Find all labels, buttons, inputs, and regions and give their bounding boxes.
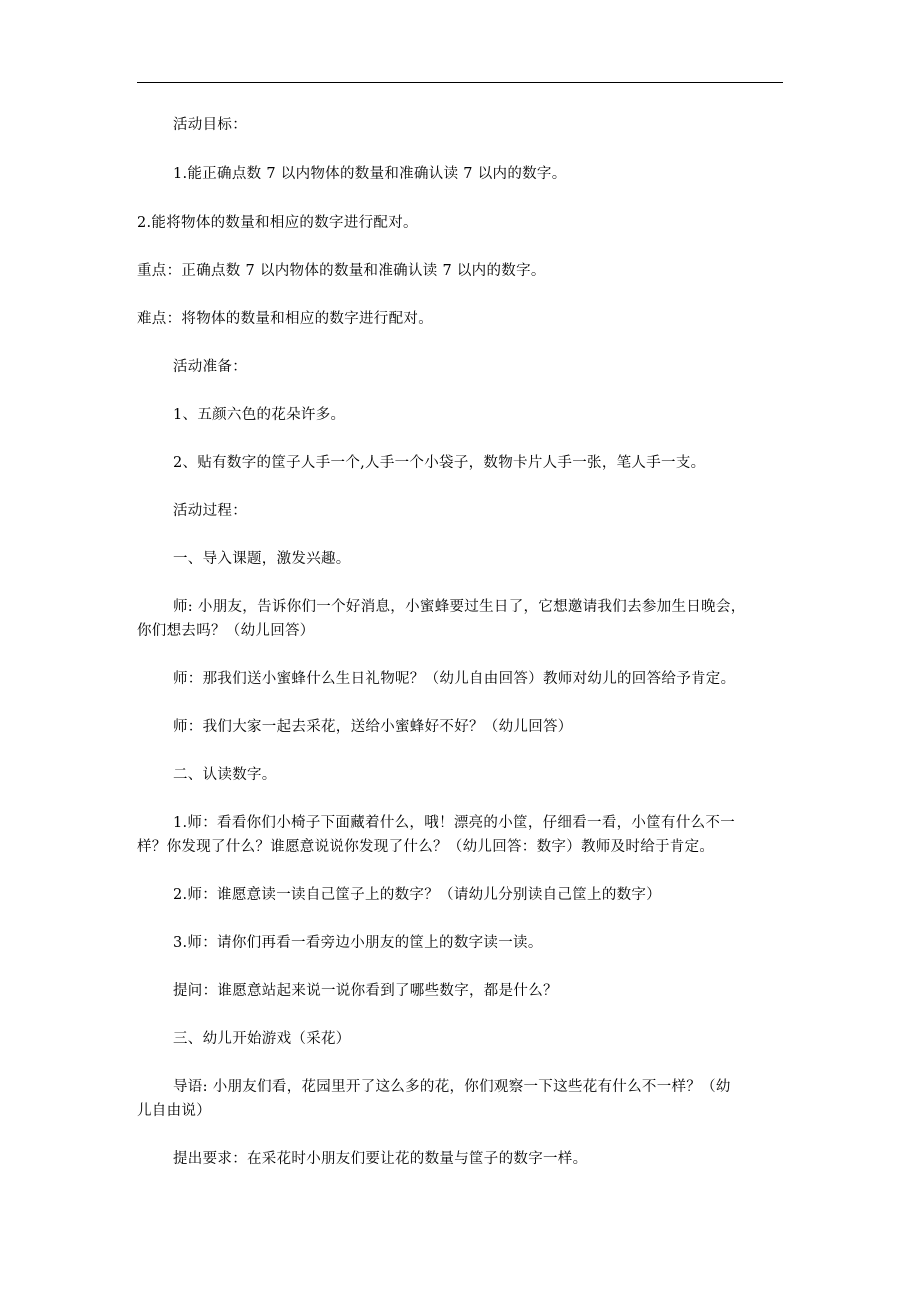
step-heading-2: 二、认读数字。	[173, 767, 277, 783]
key-point: 重点：正确点数 7 以内物体的数量和准确认读 7 以内的数字。	[137, 263, 546, 279]
section-heading-goals: 活动目标：	[173, 117, 247, 133]
step-heading-3: 三、幼儿开始游戏（采花）	[173, 1031, 351, 1047]
paragraph-line: 3.师：请你们再看一看旁边小朋友的筐上的数字读一读。	[173, 935, 543, 951]
goal-item-2: 2.能将物体的数量和相应的数字进行配对。	[137, 215, 418, 231]
paragraph-line: 师：那我们送小蜜蜂什么生日礼物呢？（幼儿自由回答）教师对幼儿的回答给予肯定。	[173, 671, 736, 687]
step-heading-1: 一、导入课题，激发兴趣。	[173, 551, 351, 567]
paragraph-line: 提问：谁愿意站起来说一说你看到了哪些数字，都是什么？	[173, 983, 558, 999]
paragraph-line: 师：我们大家一起去采花，送给小蜜蜂好不好？（幼儿回答）	[173, 719, 573, 735]
preparation-item-2: 2、贴有数字的筐子人手一个,人手一个小袋子，数物卡片人手一张，笔人手一支。	[173, 455, 706, 471]
paragraph-line: 儿自由说）	[137, 1103, 211, 1119]
paragraph-line: 你们想去吗？（幼儿回答）	[137, 623, 315, 639]
paragraph-line: 2.师：谁愿意读一读自己筐子上的数字？（请幼儿分别读自己筐上的数字）	[173, 887, 662, 903]
paragraph-line: 样？你发现了什么？谁愿意说说你发现了什么？（幼儿回答：数字）教师及时给于肯定。	[137, 839, 715, 855]
paragraph-line: 师: 小朋友，告诉你们一个好消息，小蜜蜂要过生日了，它想邀请我们去参加生日晚会，	[173, 599, 746, 615]
paragraph-line: 1.师：看看你们小椅子下面藏着什么，哦！漂亮的小筐，仔细看一看，小筐有什么不一	[173, 815, 736, 831]
paragraph-line: 导语: 小朋友们看，花园里开了这么多的花，你们观察一下这些花有什么不一样？（幼	[173, 1079, 731, 1095]
paragraph-line: 提出要求：在采花时小朋友们要让花的数量与筐子的数字一样。	[173, 1151, 588, 1167]
section-heading-preparation: 活动准备：	[173, 359, 247, 375]
goal-item-1: 1.能正确点数 7 以内物体的数量和准确认读 7 以内的数字。	[173, 166, 567, 182]
section-heading-process: 活动过程：	[173, 503, 247, 519]
preparation-item-1: 1、五颜六色的花朵许多。	[173, 407, 346, 423]
difficult-point: 难点：将物体的数量和相应的数字进行配对。	[137, 311, 433, 327]
header-rule	[137, 82, 783, 83]
